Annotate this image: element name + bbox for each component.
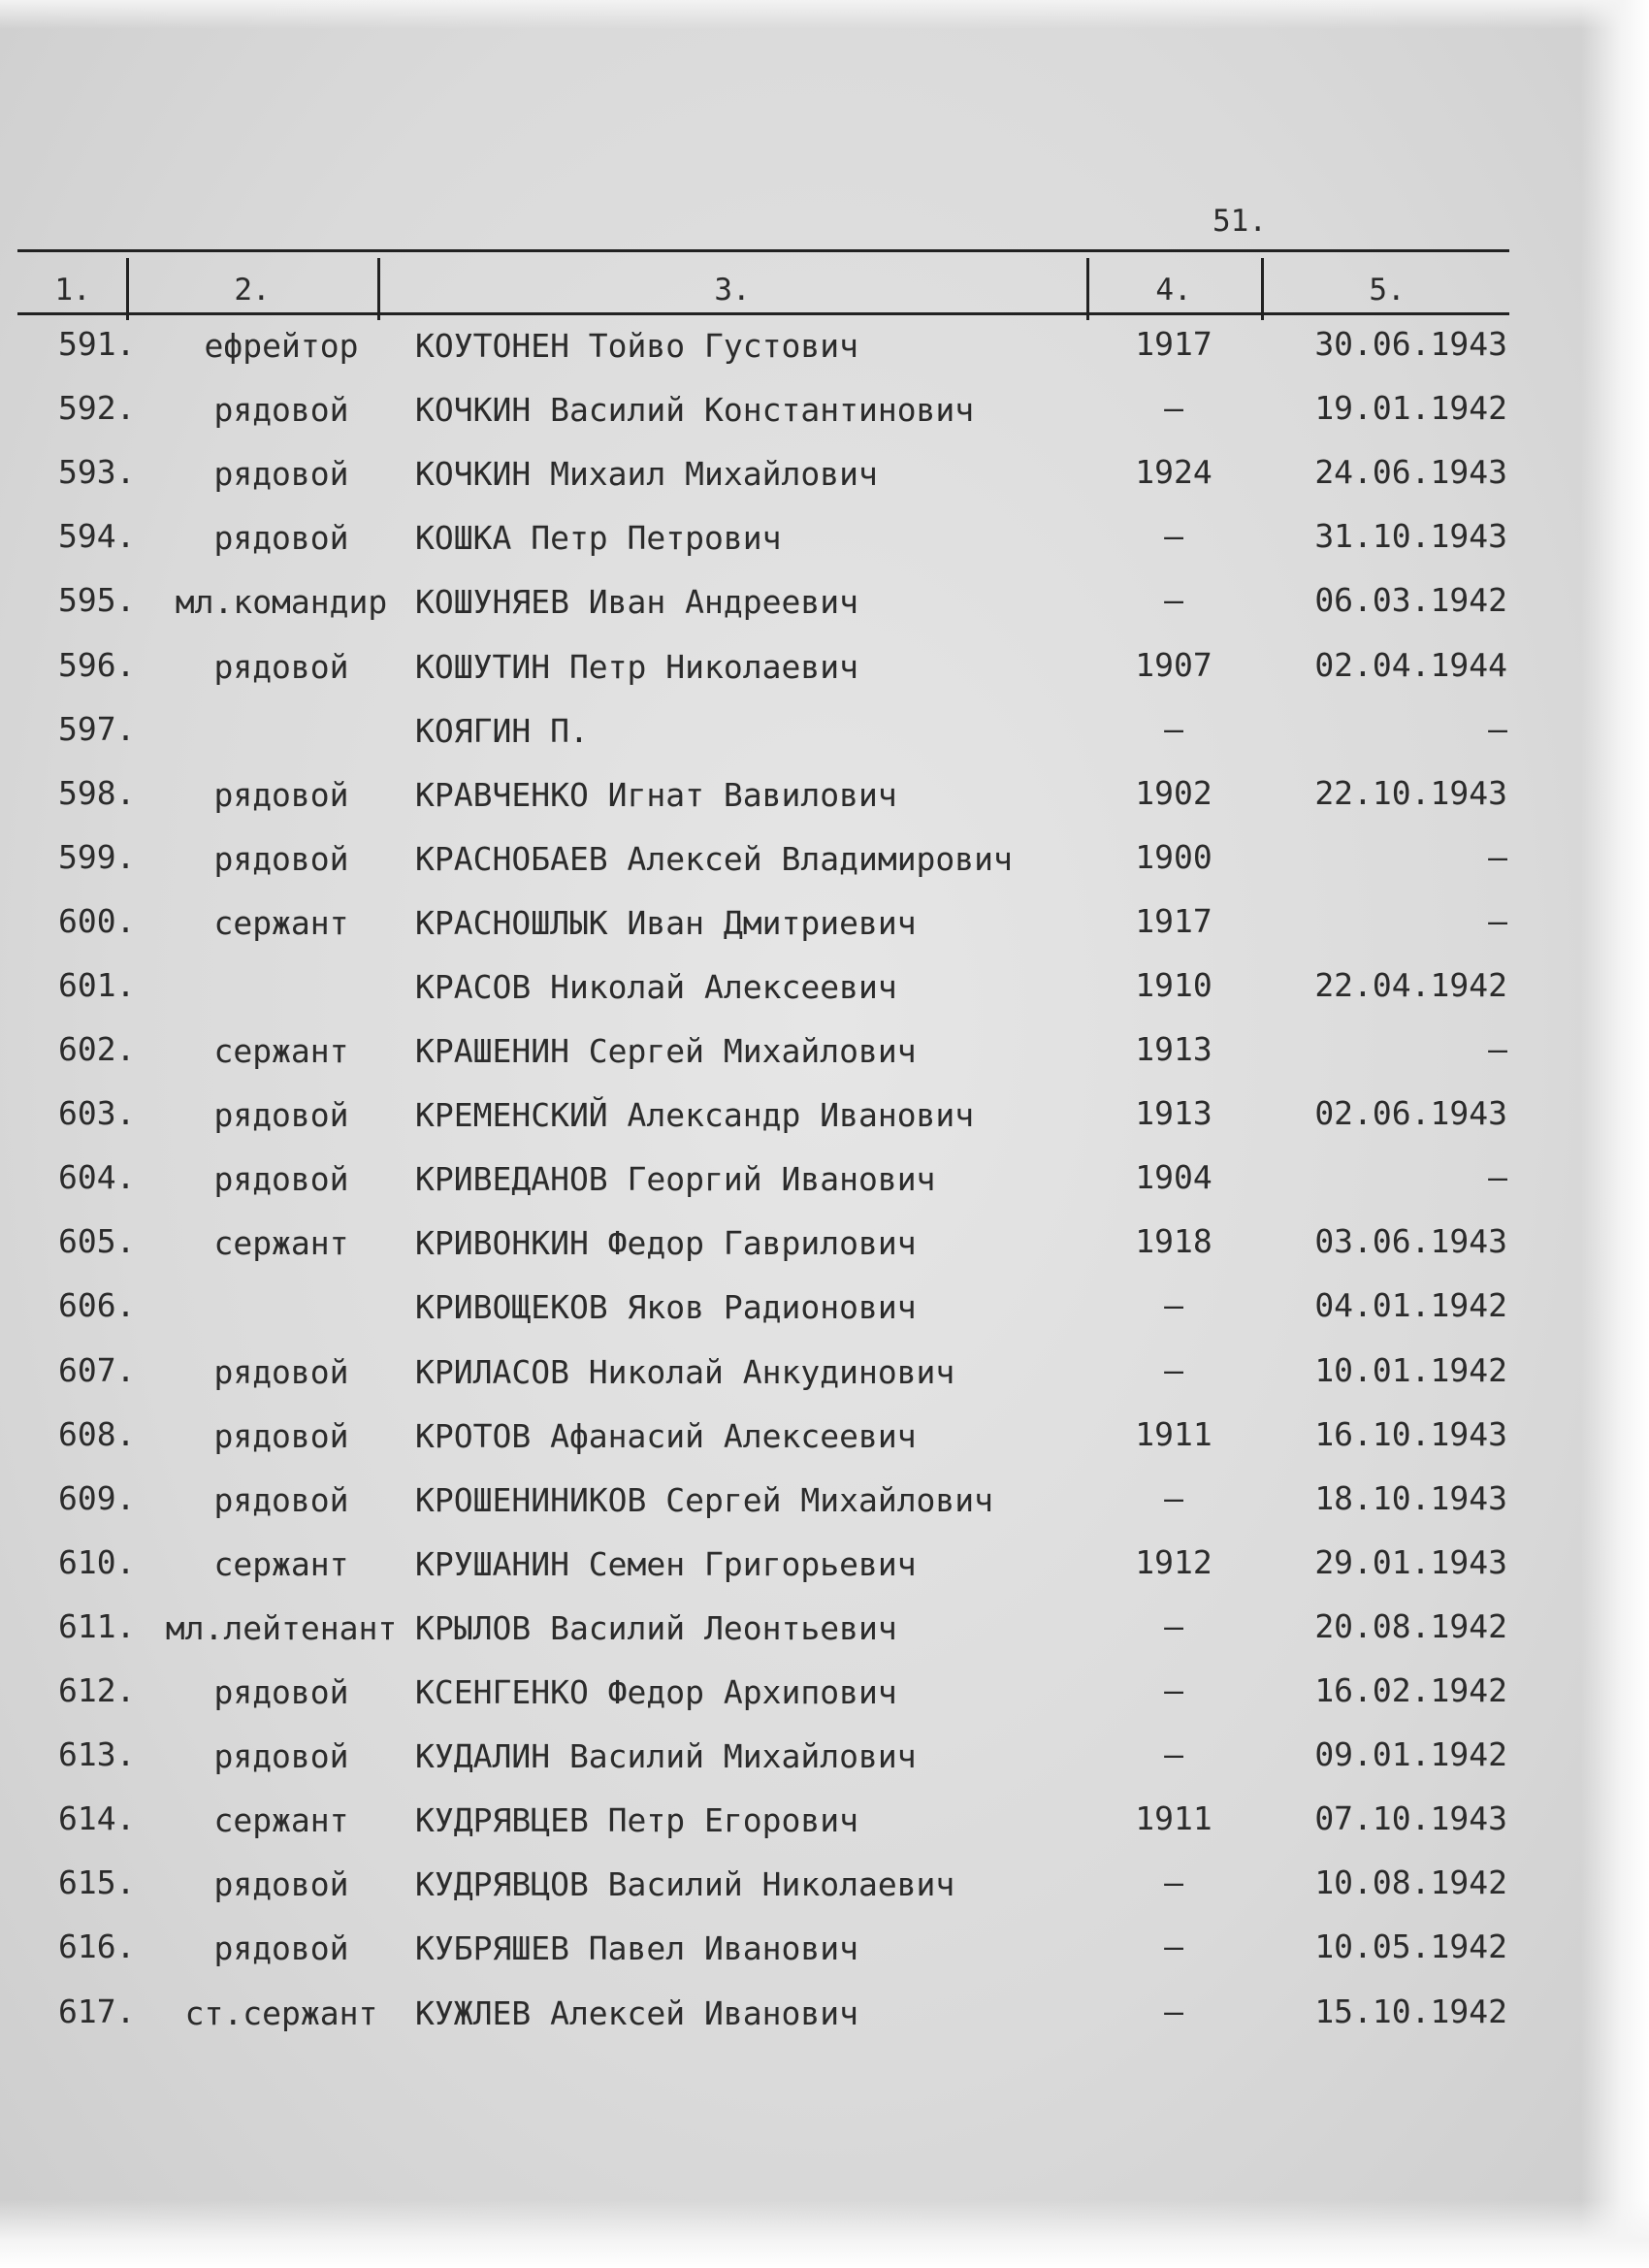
birth-year: 1924 xyxy=(1135,453,1212,491)
table-row xyxy=(0,1735,1649,1794)
date: 18.10.1943 xyxy=(1314,1479,1507,1517)
date: 06.03.1942 xyxy=(1314,581,1507,619)
table-row xyxy=(0,646,1649,704)
full-name: КОЧКИН Михаил Михайлович xyxy=(415,455,878,493)
table-row xyxy=(0,1222,1649,1280)
birth-year: 1900 xyxy=(1135,838,1212,876)
table-row xyxy=(0,966,1649,1024)
row-number: 607. xyxy=(58,1351,136,1389)
date: – xyxy=(1488,1158,1507,1196)
date: 16.02.1942 xyxy=(1314,1671,1507,1709)
row-number: 606. xyxy=(58,1286,136,1324)
birth-year: – xyxy=(1164,517,1183,555)
table-row xyxy=(0,1286,1649,1345)
table-row xyxy=(0,774,1649,832)
rank: ст.сержант xyxy=(184,1994,378,2032)
date: – xyxy=(1488,1030,1507,1068)
full-name: КРАШЕНИН Сергей Михайлович xyxy=(415,1032,917,1070)
birth-year: – xyxy=(1164,389,1183,427)
full-name: КОЧКИН Василий Константинович xyxy=(415,391,975,429)
rank: сержант xyxy=(213,1032,349,1070)
table-row xyxy=(0,1094,1649,1152)
date: 19.01.1942 xyxy=(1314,389,1507,427)
date: 16.10.1943 xyxy=(1314,1415,1507,1453)
row-number: 595. xyxy=(58,581,136,619)
rank: рядовой xyxy=(213,391,349,429)
date: 10.01.1942 xyxy=(1314,1351,1507,1389)
scan-edge-top xyxy=(0,0,1649,29)
header-col-4: 4. xyxy=(1155,273,1192,308)
birth-year: – xyxy=(1164,1863,1183,1901)
row-number: 611. xyxy=(58,1607,136,1645)
birth-year: 1917 xyxy=(1135,902,1212,940)
table-row xyxy=(0,1607,1649,1666)
date: – xyxy=(1488,710,1507,748)
row-number: 615. xyxy=(58,1863,136,1901)
birth-year: 1917 xyxy=(1135,325,1212,363)
birth-year: 1911 xyxy=(1135,1415,1212,1453)
rank: рядовой xyxy=(213,1417,349,1455)
full-name: КУДРЯВЦОВ Василий Николаевич xyxy=(415,1865,955,1903)
full-name: КУЖЛЕВ Алексей Иванович xyxy=(415,1994,858,2032)
rank: сержант xyxy=(213,1545,349,1583)
header-top-rule xyxy=(17,249,1509,252)
table-row xyxy=(0,1415,1649,1474)
rank: сержант xyxy=(213,904,349,942)
full-name: КРАСНОБАЕВ Алексей Владимирович xyxy=(415,840,1013,878)
row-number: 612. xyxy=(58,1671,136,1709)
birth-year: – xyxy=(1164,1671,1183,1709)
date: 31.10.1943 xyxy=(1314,517,1507,555)
birth-year: – xyxy=(1164,1993,1183,2030)
rank: мл.командир xyxy=(175,583,388,621)
row-number: 592. xyxy=(58,389,136,427)
date: 09.01.1942 xyxy=(1314,1735,1507,1773)
full-name: КРЕМЕНСКИЙ Александр Иванович xyxy=(415,1096,975,1134)
rank: рядовой xyxy=(213,519,349,557)
date: 02.06.1943 xyxy=(1314,1094,1507,1132)
full-name: КРАСНОШЛЫК Иван Дмитриевич xyxy=(415,904,917,942)
birth-year: – xyxy=(1164,1928,1183,1965)
full-name: КРАСОВ Николай Алексеевич xyxy=(415,968,897,1006)
table-row xyxy=(0,453,1649,511)
row-number: 591. xyxy=(58,325,136,363)
full-name: КСЕНГЕНКО Федор Архипович xyxy=(415,1673,897,1711)
row-number: 601. xyxy=(58,966,136,1004)
date: 22.04.1942 xyxy=(1314,966,1507,1004)
row-number: 597. xyxy=(58,710,136,748)
birth-year: – xyxy=(1164,710,1183,748)
full-name: КУБРЯШЕВ Павел Иванович xyxy=(415,1929,858,1967)
birth-year: – xyxy=(1164,1351,1183,1389)
table-row xyxy=(0,1928,1649,1986)
rank: рядовой xyxy=(213,1481,349,1519)
row-number: 613. xyxy=(58,1735,136,1773)
column-separator xyxy=(126,258,129,320)
rank: рядовой xyxy=(213,776,349,814)
row-number: 603. xyxy=(58,1094,136,1132)
rank: рядовой xyxy=(213,1160,349,1198)
table-row xyxy=(0,389,1649,447)
date: 29.01.1943 xyxy=(1314,1543,1507,1581)
birth-year: – xyxy=(1164,1735,1183,1773)
full-name: КРУШАНИН Семен Григорьевич xyxy=(415,1545,917,1583)
birth-year: – xyxy=(1164,1286,1183,1324)
full-name: КУДАЛИН Василий Михайлович xyxy=(415,1737,917,1775)
table-row xyxy=(0,1543,1649,1602)
row-number: 596. xyxy=(58,646,136,684)
birth-year: 1910 xyxy=(1135,966,1212,1004)
header-bottom-rule xyxy=(17,312,1509,315)
rank: рядовой xyxy=(213,1096,349,1134)
column-separator xyxy=(1086,258,1089,320)
row-number: 604. xyxy=(58,1158,136,1196)
row-number: 600. xyxy=(58,902,136,940)
full-name: КРОТОВ Афанасий Алексеевич xyxy=(415,1417,917,1455)
full-name: КОЯГИН П. xyxy=(415,712,589,750)
date: 15.10.1942 xyxy=(1314,1993,1507,2030)
row-number: 599. xyxy=(58,838,136,876)
full-name: КРЫЛОВ Василий Леонтьевич xyxy=(415,1609,897,1647)
row-number: 608. xyxy=(58,1415,136,1453)
date: 07.10.1943 xyxy=(1314,1799,1507,1837)
table-row xyxy=(0,1993,1649,2051)
rank: сержант xyxy=(213,1801,349,1839)
birth-year: – xyxy=(1164,1607,1183,1645)
date: 10.05.1942 xyxy=(1314,1928,1507,1965)
birth-year: – xyxy=(1164,581,1183,619)
row-number: 609. xyxy=(58,1479,136,1517)
full-name: КОУТОНЕН Тойво Густович xyxy=(415,327,858,365)
rank: рядовой xyxy=(213,840,349,878)
full-name: КОШУТИН Петр Николаевич xyxy=(415,648,858,686)
date: – xyxy=(1488,902,1507,940)
row-number: 598. xyxy=(58,774,136,812)
table-row xyxy=(0,1158,1649,1216)
column-separator xyxy=(377,258,380,320)
full-name: КРАВЧЕНКО Игнат Вавилович xyxy=(415,776,897,814)
birth-year: 1913 xyxy=(1135,1094,1212,1132)
table-row xyxy=(0,1351,1649,1409)
date: 24.06.1943 xyxy=(1314,453,1507,491)
birth-year: 1907 xyxy=(1135,646,1212,684)
rank: рядовой xyxy=(213,455,349,493)
row-number: 605. xyxy=(58,1222,136,1260)
full-name: КОШКА Петр Петрович xyxy=(415,519,782,557)
table-row xyxy=(0,1799,1649,1858)
birth-year: 1918 xyxy=(1135,1222,1212,1260)
date: 10.08.1942 xyxy=(1314,1863,1507,1901)
header-col-5: 5. xyxy=(1369,273,1406,308)
table-row xyxy=(0,517,1649,575)
rank: рядовой xyxy=(213,1673,349,1711)
table-row xyxy=(0,1479,1649,1538)
date: – xyxy=(1488,838,1507,876)
row-number: 602. xyxy=(58,1030,136,1068)
table-row xyxy=(0,581,1649,639)
birth-year: 1911 xyxy=(1135,1799,1212,1837)
table-row xyxy=(0,1863,1649,1922)
full-name: КРИЛАСОВ Николай Анкудинович xyxy=(415,1353,955,1391)
header-col-3: 3. xyxy=(714,273,751,308)
table-row xyxy=(0,902,1649,960)
row-number: 594. xyxy=(58,517,136,555)
rank: мл.лейтенант xyxy=(165,1609,398,1647)
date: 04.01.1942 xyxy=(1314,1286,1507,1324)
page-number: 51. xyxy=(1212,204,1267,239)
date: 20.08.1942 xyxy=(1314,1607,1507,1645)
table-row xyxy=(0,325,1649,383)
date: 03.06.1943 xyxy=(1314,1222,1507,1260)
full-name: КРИВОЩЕКОВ Яков Радионович xyxy=(415,1288,917,1326)
birth-year: – xyxy=(1164,1479,1183,1517)
birth-year: 1913 xyxy=(1135,1030,1212,1068)
row-number: 617. xyxy=(58,1993,136,2030)
rank: рядовой xyxy=(213,1353,349,1391)
rank: рядовой xyxy=(213,1929,349,1967)
date: 22.10.1943 xyxy=(1314,774,1507,812)
birth-year: 1912 xyxy=(1135,1543,1212,1581)
rank: рядовой xyxy=(213,1737,349,1775)
table-row xyxy=(0,710,1649,768)
full-name: КРОШЕНИНИКОВ Сергей Михайлович xyxy=(415,1481,994,1519)
header-col-1: 1. xyxy=(54,273,91,308)
table-row xyxy=(0,838,1649,896)
header-col-2: 2. xyxy=(234,273,271,308)
table-row xyxy=(0,1030,1649,1088)
birth-year: 1904 xyxy=(1135,1158,1212,1196)
date: 30.06.1943 xyxy=(1314,325,1507,363)
row-number: 593. xyxy=(58,453,136,491)
scan-edge-bottom xyxy=(0,2200,1649,2268)
full-name: КРИВЕДАНОВ Георгий Иванович xyxy=(415,1160,936,1198)
table-row xyxy=(0,1671,1649,1730)
row-number: 616. xyxy=(58,1928,136,1965)
full-name: КОШУНЯЕВ Иван Андреевич xyxy=(415,583,858,621)
date: 02.04.1944 xyxy=(1314,646,1507,684)
row-number: 610. xyxy=(58,1543,136,1581)
rank: сержант xyxy=(213,1224,349,1262)
birth-year: 1902 xyxy=(1135,774,1212,812)
full-name: КУДРЯВЦЕВ Петр Егорович xyxy=(415,1801,858,1839)
row-number: 614. xyxy=(58,1799,136,1837)
full-name: КРИВОНКИН Федор Гаврилович xyxy=(415,1224,917,1262)
rank: рядовой xyxy=(213,1865,349,1903)
rank: ефрейтор xyxy=(204,327,359,365)
column-separator xyxy=(1261,258,1264,320)
rank: рядовой xyxy=(213,648,349,686)
